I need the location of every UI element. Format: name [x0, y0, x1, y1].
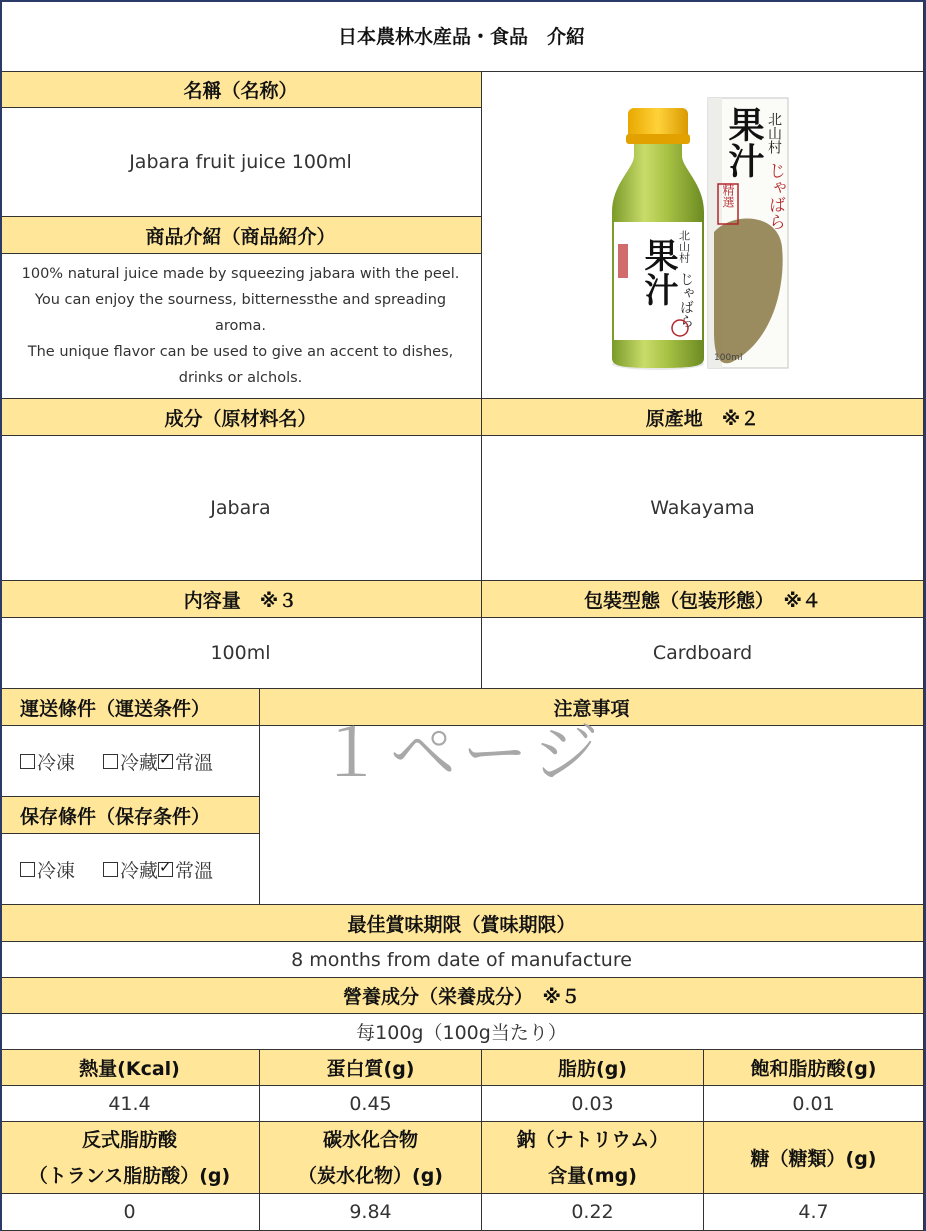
ingredients-value: Jabara [0, 436, 482, 581]
nutrition-sugar-value: 4.7 [704, 1194, 924, 1231]
best-before-label: 最佳賞味期限（賞味期限） [0, 905, 924, 942]
nutrition-energy-value: 41.4 [0, 1086, 260, 1122]
intro-line: 100% natural juice made by squeezing jabara with the peel. [21, 266, 460, 282]
intro-description [0, 254, 482, 399]
transport-refrigerated-label: 冷藏 [120, 751, 159, 774]
nutrition-saturated-fat-header: 飽和脂肪酸(g) [704, 1050, 924, 1086]
trans-fat-header-line1: 反式脂肪酸 [81, 1128, 177, 1151]
box-main-label: 果汁 [723, 106, 765, 178]
storage-refrigerated-checkbox[interactable] [103, 862, 118, 877]
packaging-label: 包裝型態（包装形態） ※４ [482, 581, 924, 618]
nutrition-saturated-fat-value: 0.01 [704, 1086, 924, 1122]
nutrition-trans-fat-value: 0 [0, 1194, 260, 1231]
transport-frozen-checkbox[interactable] [20, 754, 35, 769]
nutrition-basis: 每100g（100g当たり） [0, 1014, 924, 1050]
nutrition-fat-header: 脂肪(g) [482, 1050, 704, 1086]
content-label: 内容量 ※３ [0, 581, 482, 618]
ingredients-label: 成分（原材料名） [0, 399, 482, 436]
carbohydrate-header-line1: 碳水化合物 [322, 1128, 418, 1151]
sodium-header-line1: 鈉（ナトリウム） [516, 1128, 669, 1151]
sodium-header-line2: 含量(mg) [548, 1164, 637, 1187]
nutrition-carbohydrate-value: 9.84 [260, 1194, 482, 1231]
name-value: Jabara fruit juice 100ml [0, 108, 482, 217]
storage-room-temp-label: 常溫 [175, 859, 214, 882]
nutrition-energy-header: 熱量(Kcal) [0, 1050, 260, 1086]
trans-fat-header-line2: （トランス脂肪酸）(g) [28, 1164, 231, 1187]
origin-value: Wakayama [482, 436, 924, 581]
storage-frozen-checkbox[interactable] [20, 862, 35, 877]
intro-line: aroma. [214, 318, 267, 334]
nutrition-protein-value: 0.45 [260, 1086, 482, 1122]
nutrition-protein-header: 蛋白質(g) [260, 1050, 482, 1086]
storage-room-temp-checkbox[interactable] [158, 862, 173, 877]
sheet-title: 日本農林水産品・食品 介紹 [0, 0, 924, 72]
notes-label: 注意事項 [260, 689, 924, 726]
intro-label: 商品介紹（商品紹介） [0, 217, 482, 254]
carbohydrate-header-line2: （炭水化物）(g) [298, 1164, 443, 1187]
box-top-label: 北山村 [766, 112, 782, 154]
intro-line: You can enjoy the sourness, bitternessthe and spreading [34, 292, 447, 308]
origin-label: 原產地 ※２ [482, 399, 924, 436]
nutrition-sodium-header [482, 1122, 704, 1194]
box-sub-label: じゃばら [765, 162, 785, 230]
storage-frozen-label: 冷凍 [37, 859, 76, 882]
notes-value [260, 726, 924, 905]
bottle-top-label: 北山村 [677, 230, 691, 263]
box-size-label: 100ml [714, 353, 743, 363]
intro-line: The unique flavor can be used to give an accent to dishes, [27, 344, 454, 360]
storage-options [0, 834, 260, 905]
nutrition-label: 營養成分（栄養成分） ※５ [0, 978, 924, 1014]
content-value: 100ml [0, 618, 482, 689]
name-label: 名稱（名称） [0, 72, 482, 108]
nutrition-carbohydrate-header [260, 1122, 482, 1194]
transport-label: 運送條件（運送条件） [0, 689, 260, 726]
best-before-value: 8 months from date of manufacture [0, 942, 924, 978]
nutrition-sugar-header [704, 1122, 924, 1194]
juice-bottle-and-box-image [482, 72, 922, 397]
box-stamp-label: 精選 [721, 184, 735, 208]
product-photo [482, 72, 924, 399]
packaging-value: Cardboard [482, 618, 924, 689]
transport-room-temp-label: 常溫 [175, 751, 214, 774]
nutrition-sodium-value: 0.22 [482, 1194, 704, 1231]
storage-refrigerated-label: 冷藏 [120, 859, 159, 882]
bottle-main-label: 果汁 [638, 238, 678, 306]
transport-options [0, 726, 260, 797]
sugar-header-line1: 糖（糖類）(g) [750, 1148, 877, 1170]
storage-label: 保存條件（保存条件） [0, 797, 260, 834]
transport-room-temp-checkbox[interactable] [158, 754, 173, 769]
page-watermark: １ページ [318, 715, 605, 792]
intro-line: drinks or alchols. [178, 370, 303, 386]
transport-refrigerated-checkbox[interactable] [103, 754, 118, 769]
transport-frozen-label: 冷凍 [37, 751, 76, 774]
bottle-sub-label: じゃばら [678, 272, 694, 328]
nutrition-fat-value: 0.03 [482, 1086, 704, 1122]
nutrition-trans-fat-header [0, 1122, 260, 1194]
